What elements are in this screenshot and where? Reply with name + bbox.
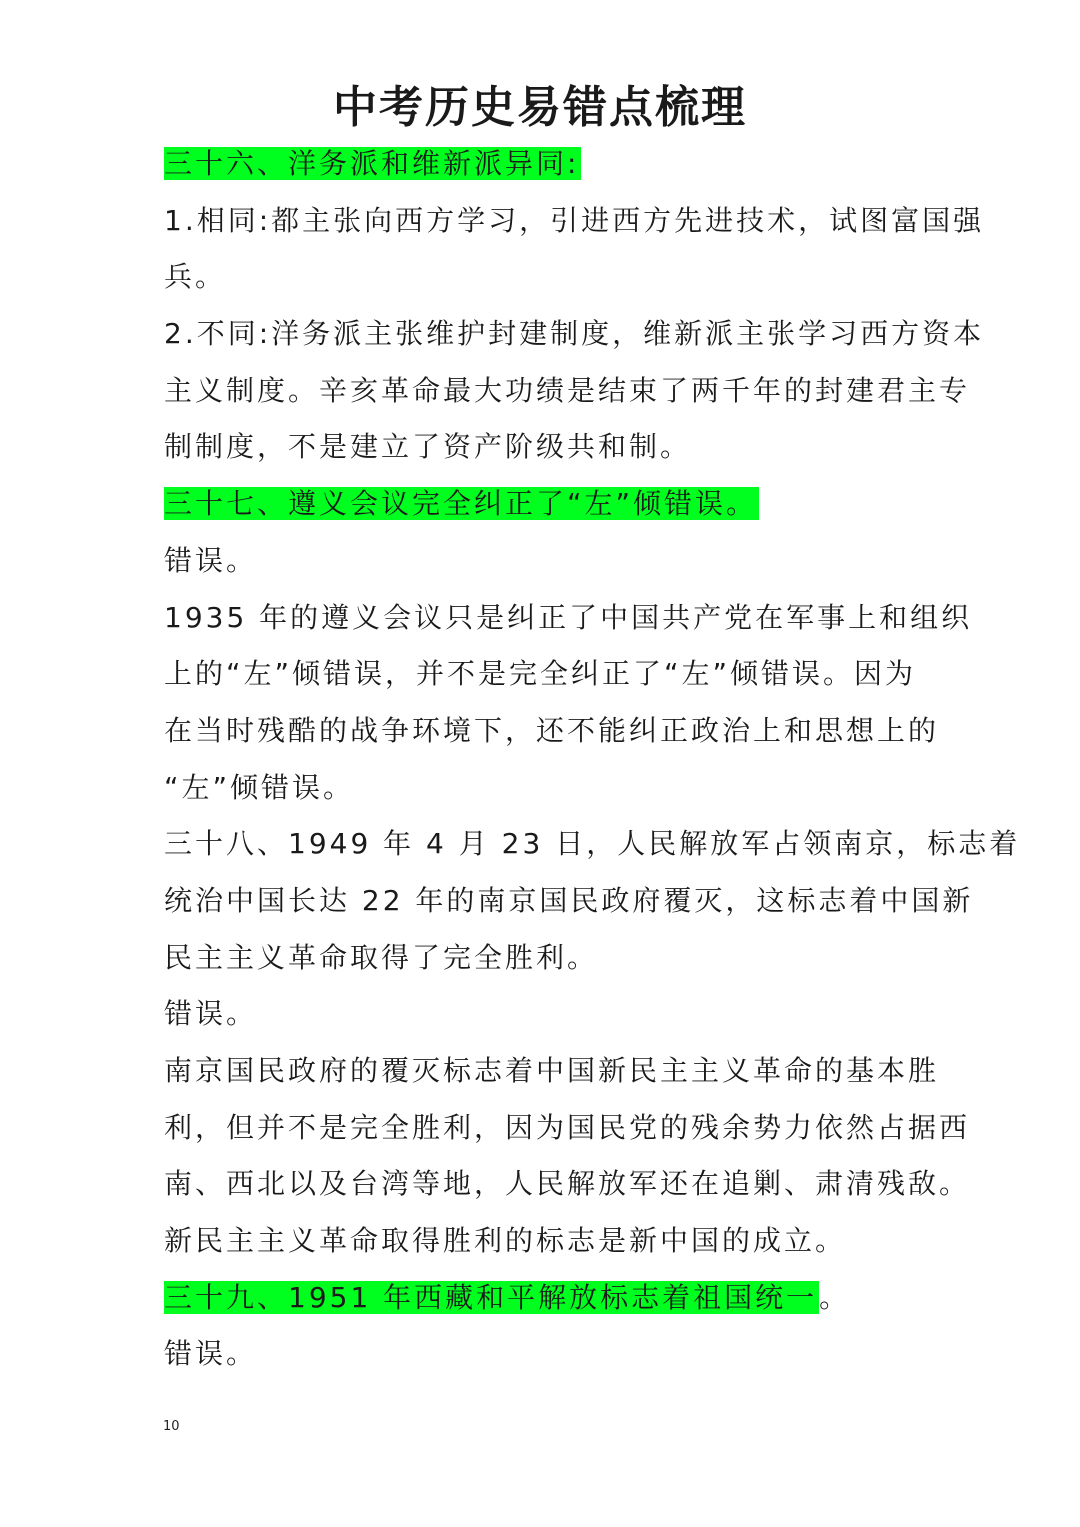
highlighted-heading: 三十九、1951 年西藏和平解放标志着祖国统一 (164, 1280, 818, 1314)
page-number: 10 (163, 1419, 180, 1434)
text-line: 错误。 (164, 543, 258, 577)
text-line: 兵。 (164, 260, 227, 294)
text-line: 新民主主义革命取得胜利的标志是新中国的成立。 (164, 1224, 847, 1258)
text-line (164, 136, 924, 193)
document-body (164, 136, 1021, 1383)
text-line: 上的“左”倾错误，并不是完全纠正了“左”倾错误。因为 (164, 657, 917, 691)
text-line: 制制度，不是建立了资产阶级共和制。 (164, 430, 692, 464)
text-line: 1.相同:都主张向西方学习，引进西方先进技术，试图富国强 (164, 203, 985, 237)
text-line: 在当时残酷的战争环境下，还不能纠正政治上和思想上的 (164, 713, 940, 747)
text-line: 错误。 (164, 1337, 258, 1371)
text-line: 南、西北以及台湾等地，人民解放军还在追剿、肃清残敌。 (164, 1167, 971, 1201)
text-line: 利，但并不是完全胜利，因为国民党的残余势力依然占据西 (164, 1110, 971, 1144)
text-line: 主义制度。辛亥革命最大功绩是结束了两千年的封建君主专 (164, 373, 971, 407)
text-line: 三十八、1949 年 4 月 23 日，人民解放军占领南京，标志着 (164, 827, 1021, 861)
text-line: 统治中国长达 22 年的南京国民政府覆灭，这标志着中国新 (164, 883, 974, 917)
highlighted-heading: 三十六、洋务派和维新派异同: (164, 147, 580, 180)
text-line: 1935 年的遵义会议只是纠正了中国共产党在军事上和组织 (164, 600, 973, 634)
text-line: 南京国民政府的覆灭标志着中国新民主主义革命的基本胜 (164, 1054, 940, 1087)
text-line: 民主主义革命取得了完全胜利。 (164, 940, 599, 974)
highlighted-heading: 三十七、遵义会议完全纠正了“左”倾错误。 (164, 487, 758, 521)
heading-suffix: 。 (819, 1280, 851, 1314)
text-line (164, 476, 924, 533)
page-title: 中考历史易错点梳理 (333, 82, 747, 133)
text-line: “左”倾错误。 (164, 770, 355, 804)
text-line: 2.不同:洋务派主张维护封建制度，维新派主张学习西方资本 (164, 317, 985, 351)
text-line (164, 1270, 924, 1327)
text-line: 错误。 (164, 997, 258, 1031)
